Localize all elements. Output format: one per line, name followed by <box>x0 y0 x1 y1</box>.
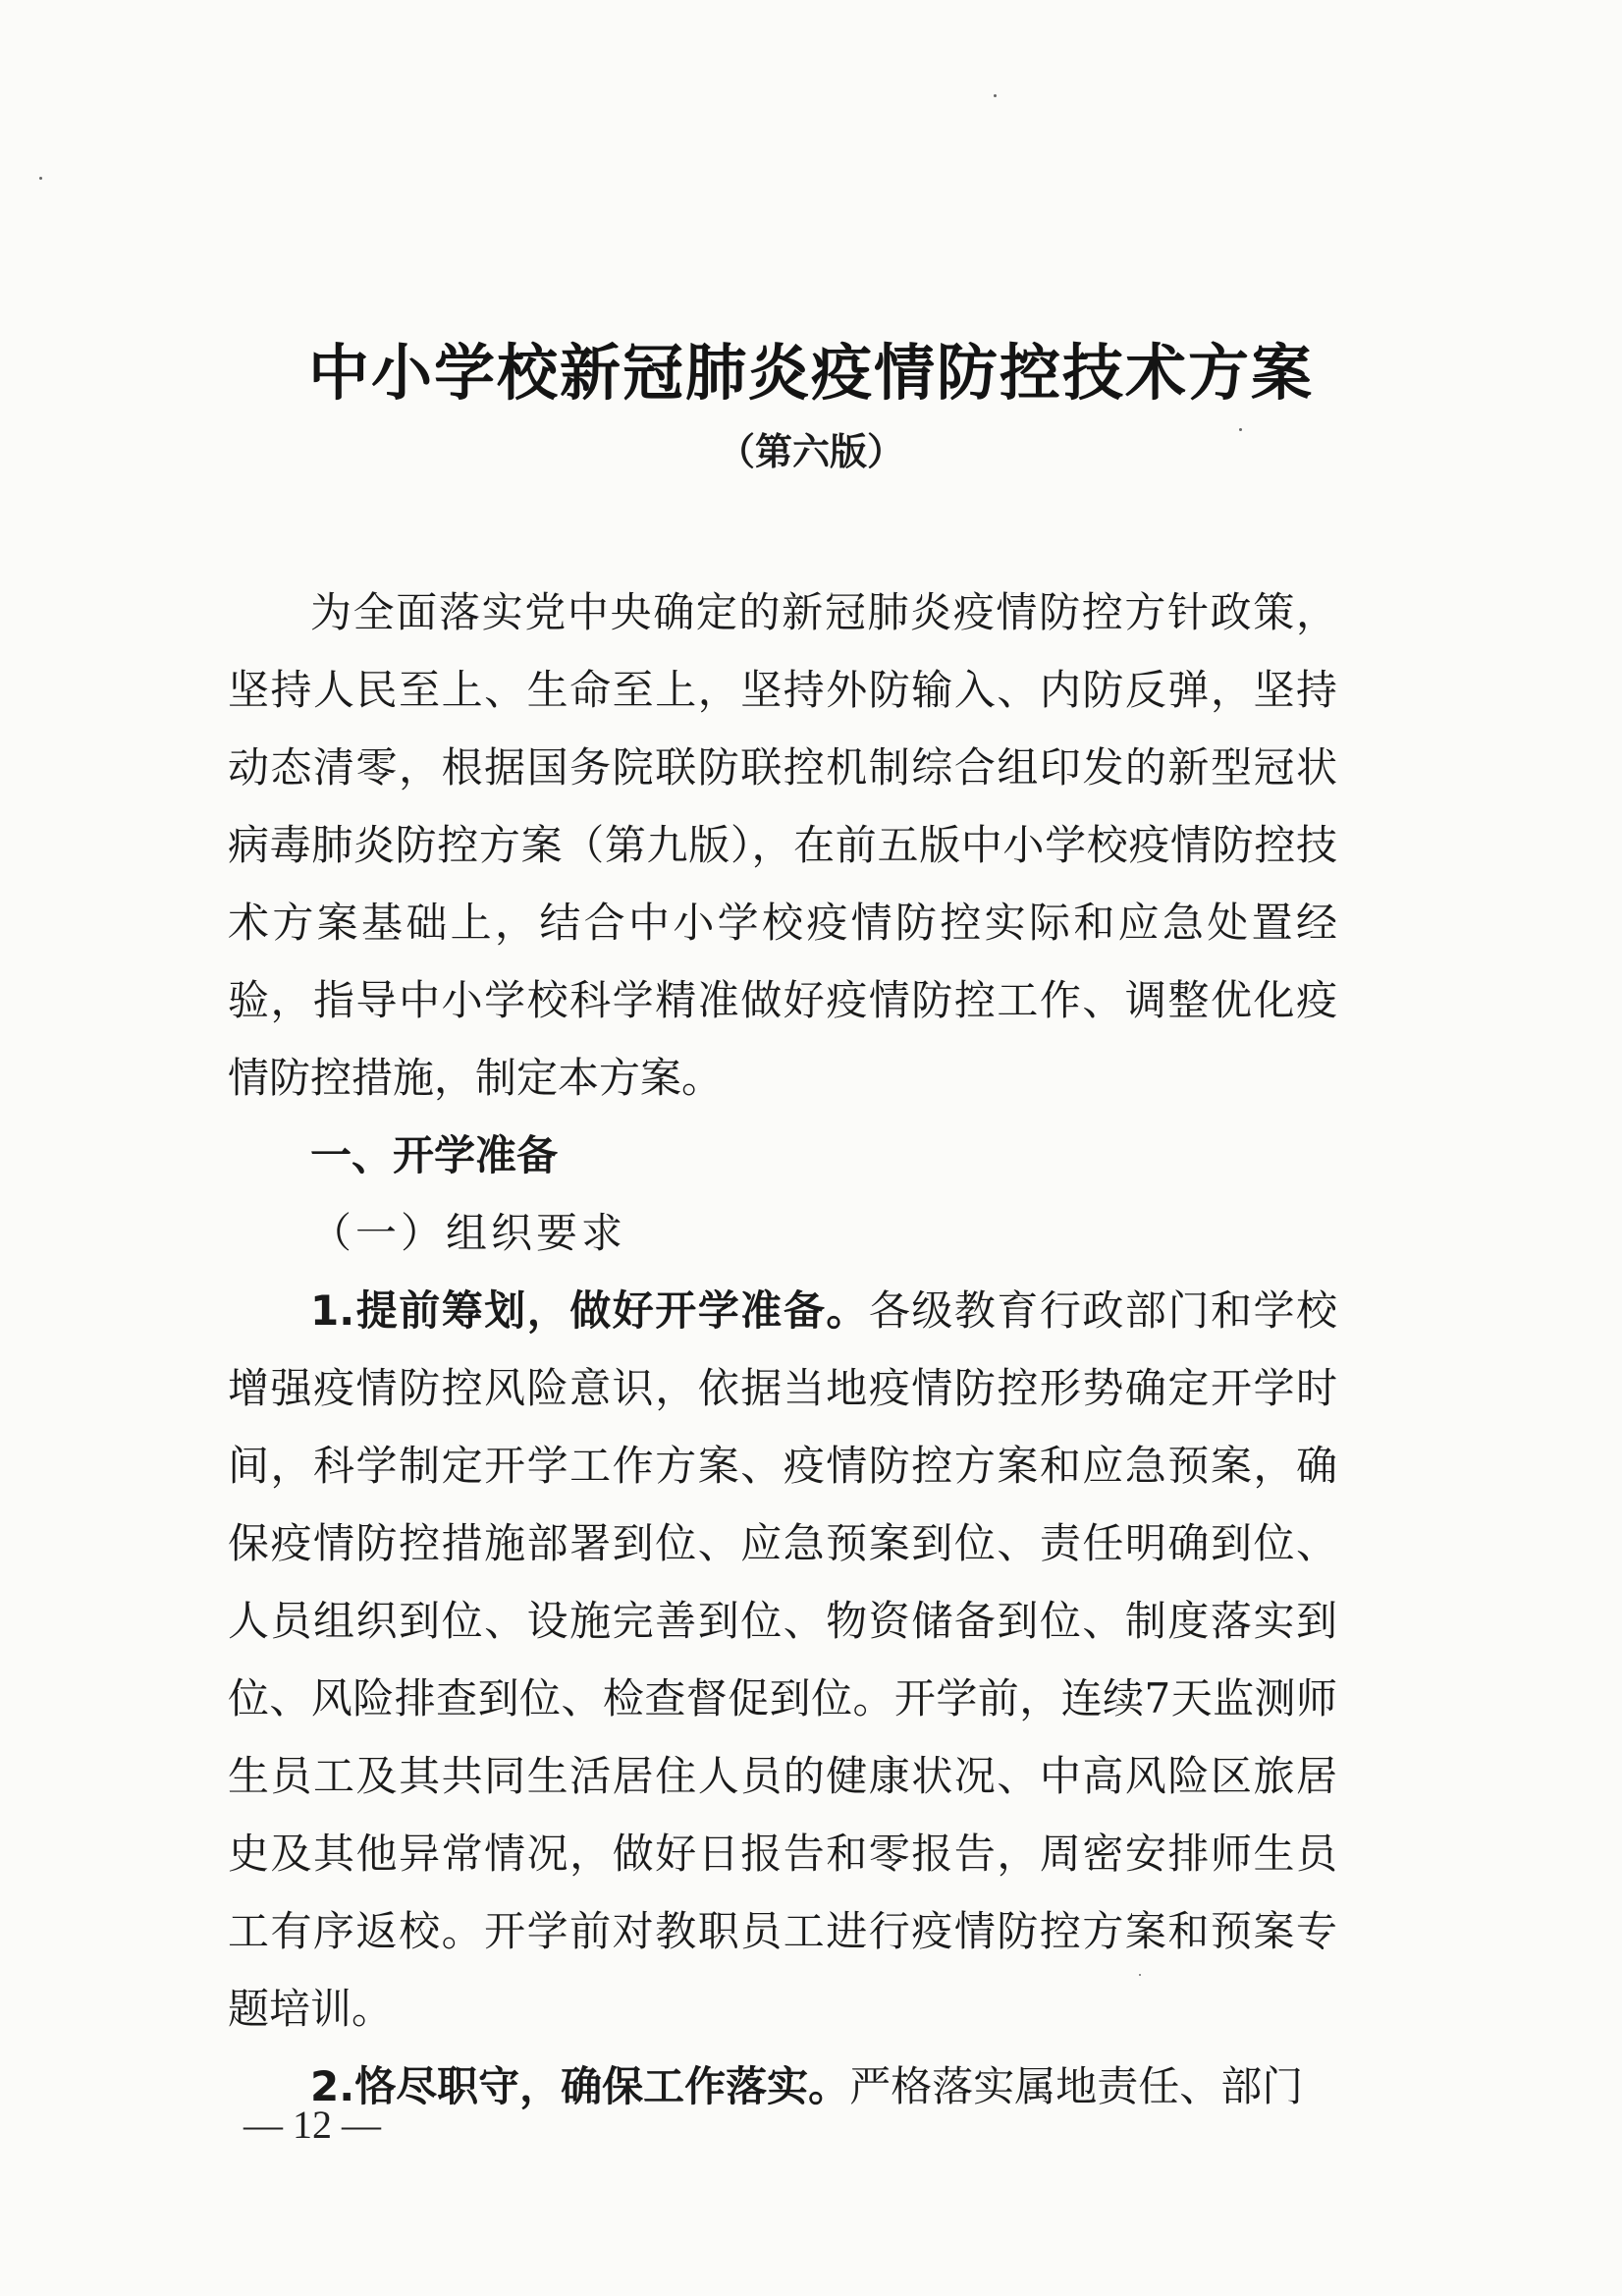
item-1-text: 各级教育行政部门和学校增强疫情防控风险意识，依据当地疫情防控形势确定开学时间，科学制定开学工作方案、疫情防控方案和应急预案，确保疫情防控措施部署到位、应急预案到位、责任明确到位、人员组织到位、设施完善到位、物资储备到位、制度落实到位、风险排查到位、检查督促到位。开学前，连续7天监测师生员工及其共同生活居住人员的健康状况、中高风险区旅居史及其他异常情况，做好日报告和零报告，周密安排师生员工有序返校。开学前对教职员工进行疫情防控方案和预案专题培训。 <box>228 1286 1337 2033</box>
section-heading-start-preparation: 一、开学准备 <box>310 1131 559 1179</box>
subsection-heading-organization: （一）组织要求 <box>310 1209 627 1257</box>
document-subtitle: （第六版） <box>717 430 904 473</box>
item-1-lead: 1.提前筹划，做好开学准备。 <box>310 1286 869 1335</box>
item-2-text: 严格落实属地责任、部门 <box>849 2062 1304 2110</box>
item-2-paragraph <box>228 2048 1337 2125</box>
document-title: 中小学校新冠肺炎疫情防控技术方案 <box>307 337 1314 409</box>
item-1-paragraph <box>228 1272 1337 2048</box>
item-2-lead: 2.恪尽职守，确保工作落实。 <box>310 2062 850 2110</box>
intro-paragraph: 为全面落实党中央确定的新冠肺炎疫情防控方针政策，坚持人民至上、生命至上，坚持外防输入、内防反弹，坚持动态清零，根据国务院联防联控机制综合组印发的新型冠状病毒肺炎防控方案（第九版），在前五版中小学校疫情防控技术方案基础上，结合中小学校疫情防控实际和应急处置经验，指导中小学校科学精准做好疫情防控工作、调整优化疫情防控措施，制定本方案。 <box>228 588 1337 1102</box>
document-body <box>228 574 1337 2125</box>
page-number: — 12 — <box>243 2103 381 2147</box>
